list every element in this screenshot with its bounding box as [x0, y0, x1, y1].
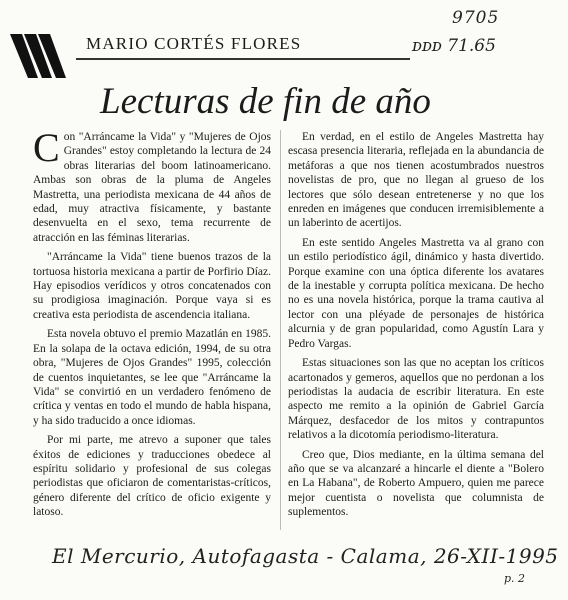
paragraph-text: on "Arráncame la Vida" y "Mujeres de Ojos Grandes" estoy completando la lectura de 24 obras literarias del boom latinoamericano. Ambas son obras de la pluma de Angeles Mastretta, una periodista mexicana de 44 años de edad, muy atractiva físicamente, y bastante desenvuelta en el sexo, tema recurrente de atracción en las féminas literarias. [33, 131, 271, 244]
paragraph: En este sentido Angeles Mastretta va al grano con un estilo periodístico ágil, dinámico y hasta divertido. Porque examine con una óptica diferente los avatares de la inestable y corrupta política mexicana. De hecho no es una novela histórica, porque la trama cautiva al lector con una pléyade de personajes de histórica alcurnia y de gran popularidad, como Agustín Lara y Pedro Vargas. [288, 236, 544, 350]
author-name: MARIO CORTÉS FLORES [86, 34, 302, 53]
paragraph: Esta novela obtuvo el premio Mazatlán en 1985. En la solapa de la octava edición, 1994, de su otra obra, "Mujeres de Ojos Grandes" 1995, colección de cuentos inquietantes, se lee que "Arráncame la Vida" se convirtió en un verdadero fenómeno de crítica y ventas en todo el mundo de habla hispana, y ha sido traducido a once idiomas. [33, 328, 271, 427]
handwritten-code: ᴅᴅᴅ 71.65 [412, 36, 496, 56]
column-logo-icon [8, 30, 74, 82]
article-column-right [288, 130, 544, 525]
drop-cap: C [33, 125, 60, 170]
paragraph: Creo que, Dios mediante, en la última semana del año que se va alcanzaré a hincarle el diente a "Bolero en La Habana", de Roberto Ampuero, quien me parece mejor cuentista o novelista que columnista de suplementos. [288, 448, 544, 519]
paragraph: Por mi parte, me atrevo a suponer que tales éxitos de ediciones y traducciones obedece al espíritu solidario y profesional de sus colegas periodistas que oficiaron de comentaristas-críticos, género diferente del crítico de oficio exigente y latoso. [33, 434, 271, 519]
paragraph [33, 125, 271, 245]
paragraph: Estas situaciones son las que no aceptan los críticos acartonados y gemeros, aquellos que no perdonan a los periodistas la audacia de escribir literatura. En este aspecto me remito a la opinión de Gabriel García Márquez, desfacedor de los mitos y contrapuntos relativos a la dicotomía periodismo-literatura. [288, 357, 544, 442]
header-rule [76, 58, 410, 60]
paragraph: "Arráncame la Vida" tiene buenos trazos de la tortuosa historia mexicana a partir de Porfirio Díaz. Hay episodios verídicos y otros concatenados con su prodigiosa imaginación. Porque vaya si es creativa esta periodista de ascendencia italiana. [33, 251, 271, 321]
handwritten-source-note: El Mercurio, Autofagasta - Calama, 26-XII-1995 [52, 544, 559, 568]
paragraph: En verdad, en el estilo de Angeles Mastretta hay escasa presencia literaria, reflejada en la abundancia de metáforas a que nos tienen acostumbrados nuestros novelistas de pro, que no llegan al grueso de los lectores que sólo desean entretenerse y no que los enreden en imágenes que conducen irremisiblemente a un laberinto de acertijos. [288, 131, 544, 230]
column-divider [280, 130, 281, 530]
handwritten-archive-number: 9705 [452, 8, 500, 28]
handwritten-page-mark: p. 2 [504, 572, 526, 585]
article-column-left [33, 125, 271, 525]
article-title: Lecturas de fin de año [100, 81, 431, 122]
